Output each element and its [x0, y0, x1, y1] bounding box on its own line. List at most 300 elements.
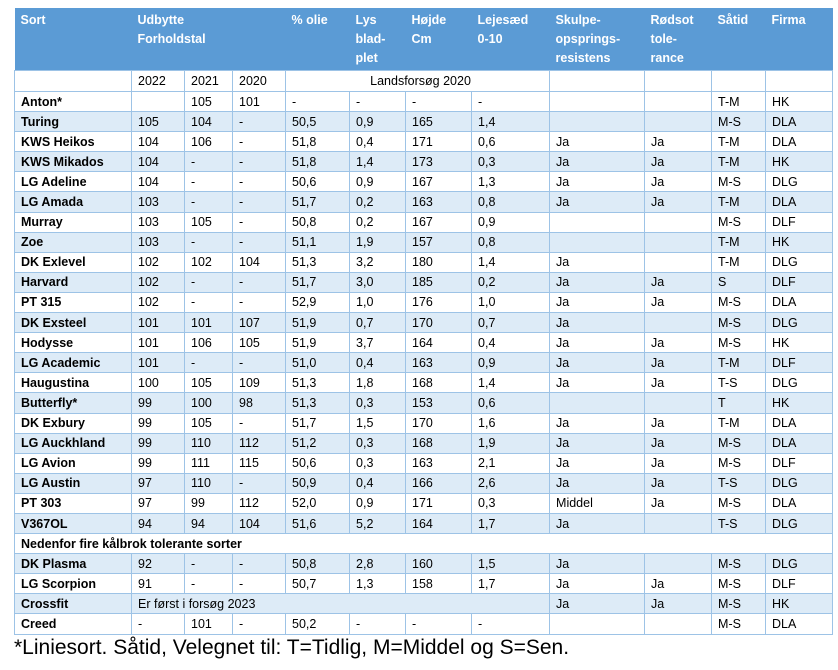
cell-variety-name: DK Exlevel — [15, 252, 132, 272]
col-header-lys-label: Lys blad-plet — [355, 13, 386, 65]
cell-saatid: T-S — [712, 513, 766, 533]
cell-lejesaed: 1,4 — [472, 373, 550, 393]
cell-lejesaed: 1,3 — [472, 172, 550, 192]
cell-variety-name: LG Auckhland — [15, 433, 132, 453]
cell-hojde: 176 — [406, 292, 472, 312]
table-row — [15, 433, 833, 453]
cell-olie: 50,6 — [286, 453, 350, 473]
cell-skulpe: Ja — [550, 333, 645, 353]
cell-lejesaed: 0,7 — [472, 313, 550, 333]
cell-y2021: - — [185, 172, 233, 192]
cell-y2020: - — [233, 112, 286, 132]
cell-lys: 1,3 — [350, 574, 406, 594]
table-row — [15, 92, 833, 112]
cell-y2021: 105 — [185, 92, 233, 112]
cell-olie: - — [286, 92, 350, 112]
cell-lejesaed: 0,2 — [472, 272, 550, 292]
cell-crossfit-note: Er først i forsøg 2023 — [132, 594, 550, 614]
cell-saatid: T — [712, 393, 766, 413]
subheader-empty — [766, 71, 833, 92]
cell-variety-name: LG Academic — [15, 353, 132, 373]
cell-lys: 0,4 — [350, 132, 406, 152]
cell-variety-name: LG Austin — [15, 473, 132, 493]
subheader-empty — [550, 71, 645, 92]
table-row — [15, 272, 833, 292]
col-header-lys — [350, 8, 406, 71]
cell-y2022: 103 — [132, 232, 185, 252]
cell-hojde: 164 — [406, 513, 472, 533]
cell-rodsot: Ja — [645, 132, 712, 152]
cell-olie: 51,0 — [286, 353, 350, 373]
cell-y2021: - — [185, 192, 233, 212]
table-row — [15, 413, 833, 433]
col-header-lejesaed-label: Lejesæd 0-10 — [477, 13, 529, 46]
cell-y2022: 104 — [132, 152, 185, 172]
cell-lys: - — [350, 92, 406, 112]
cell-skulpe: Ja — [550, 132, 645, 152]
cell-y2020: - — [233, 212, 286, 232]
cell-variety-name: Murray — [15, 212, 132, 232]
cell-hojde: 157 — [406, 232, 472, 252]
subheader-landsforsog: Landsforsøg 2020 — [286, 71, 550, 92]
cell-hojde: - — [406, 614, 472, 634]
cell-variety-name: KWS Heikos — [15, 132, 132, 152]
cell-hojde: 171 — [406, 493, 472, 513]
cell-rodsot: Ja — [645, 272, 712, 292]
cell-y2021: 99 — [185, 493, 233, 513]
cell-firma: DLG — [766, 513, 833, 533]
cell-y2020: 101 — [233, 92, 286, 112]
table-row — [15, 172, 833, 192]
cell-y2021: 105 — [185, 212, 233, 232]
cell-y2022: 101 — [132, 333, 185, 353]
header-row — [15, 8, 833, 71]
cell-hojde: 173 — [406, 152, 472, 172]
subheader-2020: 2020 — [233, 71, 286, 92]
cell-lejesaed: 0,6 — [472, 132, 550, 152]
cell-lejesaed: 0,9 — [472, 212, 550, 232]
table-row — [15, 614, 833, 634]
cell-hojde: 170 — [406, 313, 472, 333]
cell-lys: 0,3 — [350, 453, 406, 473]
cell-firma: DLA — [766, 112, 833, 132]
cell-y2020: - — [233, 272, 286, 292]
cell-hojde: 167 — [406, 212, 472, 232]
cell-y2022: 99 — [132, 413, 185, 433]
subheader-empty — [712, 71, 766, 92]
cell-variety-name: Turing — [15, 112, 132, 132]
cell-y2020: - — [233, 132, 286, 152]
table-row — [15, 192, 833, 212]
table-row — [15, 212, 833, 232]
cell-lys: 0,9 — [350, 493, 406, 513]
cell-saatid: M-S — [712, 594, 766, 614]
cell-variety-name: LG Scorpion — [15, 574, 132, 594]
cell-hojde: 185 — [406, 272, 472, 292]
cell-variety-name: PT 315 — [15, 292, 132, 312]
subheader-empty — [645, 71, 712, 92]
table-row — [15, 473, 833, 493]
cell-y2020: - — [233, 353, 286, 373]
cell-olie: 50,7 — [286, 574, 350, 594]
cell-lejesaed: - — [472, 92, 550, 112]
cell-olie: 51,8 — [286, 152, 350, 172]
cell-firma: DLG — [766, 373, 833, 393]
cell-lys: 1,9 — [350, 232, 406, 252]
cell-saatid: M-S — [712, 493, 766, 513]
cell-rodsot: Ja — [645, 192, 712, 212]
cell-y2021: 105 — [185, 373, 233, 393]
cell-skulpe: Ja — [550, 252, 645, 272]
cell-y2021: 100 — [185, 393, 233, 413]
cell-skulpe: Ja — [550, 152, 645, 172]
cell-variety-name: Creed — [15, 614, 132, 634]
cell-firma: DLA — [766, 614, 833, 634]
cell-olie: 51,3 — [286, 252, 350, 272]
cell-rodsot: Ja — [645, 373, 712, 393]
cell-y2021: 111 — [185, 453, 233, 473]
cell-y2020: 109 — [233, 373, 286, 393]
cell-y2022: 105 — [132, 112, 185, 132]
cell-lys: 0,9 — [350, 112, 406, 132]
cell-rodsot — [645, 313, 712, 333]
cell-lejesaed: 1,4 — [472, 112, 550, 132]
cell-y2020: - — [233, 232, 286, 252]
cell-olie: 51,9 — [286, 333, 350, 353]
cell-skulpe: Ja — [550, 172, 645, 192]
cell-firma: DLF — [766, 212, 833, 232]
cell-y2021: 106 — [185, 333, 233, 353]
cell-y2020: - — [233, 192, 286, 212]
cell-lys: 2,8 — [350, 554, 406, 574]
cell-variety-name: PT 303 — [15, 493, 132, 513]
cell-y2020: - — [233, 473, 286, 493]
cell-rodsot — [645, 92, 712, 112]
cell-saatid: M-S — [712, 292, 766, 312]
cell-hojde: 180 — [406, 252, 472, 272]
cell-y2020: 105 — [233, 333, 286, 353]
cell-y2020: 112 — [233, 433, 286, 453]
cell-y2022: 99 — [132, 393, 185, 413]
cell-firma: DLG — [766, 473, 833, 493]
cell-firma: DLA — [766, 413, 833, 433]
cell-rodsot: Ja — [645, 453, 712, 473]
col-header-hojde — [406, 8, 472, 71]
cell-skulpe — [550, 112, 645, 132]
col-header-lejesaed — [472, 8, 550, 71]
cell-skulpe: Ja — [550, 433, 645, 453]
cell-y2022 — [132, 92, 185, 112]
cell-saatid: M-S — [712, 453, 766, 473]
col-header-skulpe — [550, 8, 645, 71]
cell-skulpe: Ja — [550, 292, 645, 312]
cell-variety-name: DK Plasma — [15, 554, 132, 574]
cell-skulpe: Ja — [550, 192, 645, 212]
cell-rodsot: Ja — [645, 433, 712, 453]
cell-lejesaed: 0,8 — [472, 232, 550, 252]
cell-lys: 1,8 — [350, 373, 406, 393]
cell-saatid: M-S — [712, 112, 766, 132]
cell-saatid: M-S — [712, 333, 766, 353]
cell-variety-name: V367OL — [15, 513, 132, 533]
cell-skulpe: Ja — [550, 513, 645, 533]
cell-y2021: 110 — [185, 473, 233, 493]
cell-lys: 1,0 — [350, 292, 406, 312]
cell-y2021: 106 — [185, 132, 233, 152]
cell-rodsot: Ja — [645, 292, 712, 312]
cell-y2021: 110 — [185, 433, 233, 453]
cell-olie: 51,7 — [286, 192, 350, 212]
cell-saatid: T-M — [712, 353, 766, 373]
cell-skulpe — [550, 92, 645, 112]
cell-hojde: 167 — [406, 172, 472, 192]
cell-rodsot — [645, 232, 712, 252]
cell-olie: 51,2 — [286, 433, 350, 453]
cell-lejesaed: 2,1 — [472, 453, 550, 473]
cell-lejesaed: 0,3 — [472, 493, 550, 513]
cell-y2022: 103 — [132, 212, 185, 232]
cell-y2020: - — [233, 172, 286, 192]
cell-rodsot: Ja — [645, 333, 712, 353]
cell-y2020: - — [233, 292, 286, 312]
table-row — [15, 493, 833, 513]
col-header-firma: Firma — [766, 8, 833, 71]
cell-hojde: 166 — [406, 473, 472, 493]
cell-lys: 0,2 — [350, 192, 406, 212]
cell-lys: 3,2 — [350, 252, 406, 272]
cell-firma: DLG — [766, 172, 833, 192]
cell-saatid: T-M — [712, 92, 766, 112]
table-row — [15, 574, 833, 594]
cell-lys: 0,4 — [350, 473, 406, 493]
cell-skulpe — [550, 212, 645, 232]
cell-skulpe: Ja — [550, 373, 645, 393]
cell-saatid: T-M — [712, 252, 766, 272]
cell-skulpe: Ja — [550, 313, 645, 333]
cell-rodsot — [645, 212, 712, 232]
cell-lejesaed: 1,7 — [472, 513, 550, 533]
cell-variety-name: DK Exbury — [15, 413, 132, 433]
cell-skulpe: Ja — [550, 413, 645, 433]
cell-firma: DLF — [766, 272, 833, 292]
cell-olie: 51,1 — [286, 232, 350, 252]
cell-firma: HK — [766, 232, 833, 252]
cell-hojde: 168 — [406, 373, 472, 393]
cell-rodsot: Ja — [645, 172, 712, 192]
cell-firma: HK — [766, 393, 833, 413]
cell-y2021: - — [185, 272, 233, 292]
table-row — [15, 554, 833, 574]
cell-y2022: 91 — [132, 574, 185, 594]
cell-hojde: 165 — [406, 112, 472, 132]
cell-y2020: 98 — [233, 393, 286, 413]
cell-lys: 0,7 — [350, 313, 406, 333]
cell-firma: DLA — [766, 493, 833, 513]
cell-y2022: 102 — [132, 272, 185, 292]
cell-firma: HK — [766, 92, 833, 112]
cell-skulpe: Ja — [550, 353, 645, 373]
table-row — [15, 453, 833, 473]
cell-rodsot — [645, 393, 712, 413]
cell-hojde: 171 — [406, 132, 472, 152]
cell-lys: 0,3 — [350, 433, 406, 453]
cell-olie: 52,0 — [286, 493, 350, 513]
cell-variety-name: LG Avion — [15, 453, 132, 473]
cell-skulpe: Ja — [550, 574, 645, 594]
cell-y2020: - — [233, 574, 286, 594]
cell-y2022: 104 — [132, 132, 185, 152]
col-header-rodsot-label: Rødsot tole-rance — [650, 13, 694, 65]
table-row — [15, 594, 833, 614]
cell-skulpe: Ja — [550, 473, 645, 493]
cell-firma: DLA — [766, 192, 833, 212]
cell-lejesaed: 1,4 — [472, 252, 550, 272]
cell-saatid: M-S — [712, 554, 766, 574]
cell-variety-name: Harvard — [15, 272, 132, 292]
cell-y2021: - — [185, 152, 233, 172]
cell-y2022: 97 — [132, 493, 185, 513]
cell-hojde: 164 — [406, 333, 472, 353]
cell-olie: 50,9 — [286, 473, 350, 493]
table-row — [15, 252, 833, 272]
cell-saatid: T-S — [712, 373, 766, 393]
cell-y2021: - — [185, 292, 233, 312]
table-row — [15, 292, 833, 312]
cell-firma: HK — [766, 333, 833, 353]
cell-saatid: M-S — [712, 614, 766, 634]
cell-variety-name: Zoe — [15, 232, 132, 252]
table-row — [15, 112, 833, 132]
cell-rodsot — [645, 513, 712, 533]
cell-hojde: 170 — [406, 413, 472, 433]
cell-rodsot: Ja — [645, 594, 712, 614]
cell-saatid: M-S — [712, 212, 766, 232]
cell-y2020: - — [233, 413, 286, 433]
cell-saatid: M-S — [712, 313, 766, 333]
section-note: Nedenfor fire kålbrok tolerante sorter — [15, 534, 833, 554]
cell-olie: 51,6 — [286, 513, 350, 533]
cell-hojde: 153 — [406, 393, 472, 413]
cell-firma: DLA — [766, 433, 833, 453]
cell-hojde: 168 — [406, 433, 472, 453]
cell-y2021: - — [185, 574, 233, 594]
cell-lys: - — [350, 614, 406, 634]
cell-y2022: 102 — [132, 292, 185, 312]
subheader-2021: 2021 — [185, 71, 233, 92]
cell-lejesaed: 0,6 — [472, 393, 550, 413]
cell-y2021: 101 — [185, 614, 233, 634]
cell-saatid: T-M — [712, 232, 766, 252]
col-header-udbytte — [132, 8, 286, 71]
cell-y2021: - — [185, 554, 233, 574]
cell-lejesaed: 1,5 — [472, 554, 550, 574]
table-row — [15, 333, 833, 353]
cell-variety-name: Haugustina — [15, 373, 132, 393]
cell-olie: 50,8 — [286, 554, 350, 574]
cell-y2021: - — [185, 353, 233, 373]
cell-rodsot: Ja — [645, 353, 712, 373]
cell-y2021: - — [185, 232, 233, 252]
cell-skulpe: Ja — [550, 453, 645, 473]
cell-firma: HK — [766, 152, 833, 172]
cell-lejesaed: 0,9 — [472, 353, 550, 373]
cell-saatid: M-S — [712, 433, 766, 453]
cell-lejesaed: - — [472, 614, 550, 634]
cell-y2021: 104 — [185, 112, 233, 132]
cell-saatid: S — [712, 272, 766, 292]
cell-lys: 0,2 — [350, 212, 406, 232]
cell-lys: 0,3 — [350, 393, 406, 413]
cell-y2022: 104 — [132, 172, 185, 192]
cell-y2022: 94 — [132, 513, 185, 533]
cell-lys: 0,4 — [350, 353, 406, 373]
cell-firma: DLG — [766, 313, 833, 333]
cell-y2020: 112 — [233, 493, 286, 513]
cell-y2021: 102 — [185, 252, 233, 272]
col-header-hojde-label: Højde Cm — [411, 13, 447, 46]
cell-olie: 50,5 — [286, 112, 350, 132]
cell-skulpe: Ja — [550, 272, 645, 292]
table-row — [15, 152, 833, 172]
subheader-empty — [15, 71, 132, 92]
variety-table — [14, 8, 833, 635]
cell-rodsot: Ja — [645, 413, 712, 433]
cell-lejesaed: 1,0 — [472, 292, 550, 312]
cell-lys: 3,7 — [350, 333, 406, 353]
cell-rodsot — [645, 554, 712, 574]
cell-skulpe — [550, 393, 645, 413]
table-row — [15, 232, 833, 252]
cell-firma: DLF — [766, 574, 833, 594]
col-header-rodsot — [645, 8, 712, 71]
cell-firma: DLG — [766, 252, 833, 272]
cell-hojde: 163 — [406, 353, 472, 373]
cell-saatid: T-M — [712, 413, 766, 433]
cell-rodsot — [645, 112, 712, 132]
cell-skulpe: Middel — [550, 493, 645, 513]
col-header-sort: Sort — [15, 8, 132, 71]
cell-rodsot: Ja — [645, 493, 712, 513]
table-body — [15, 92, 833, 635]
cell-y2020: 104 — [233, 252, 286, 272]
cell-hojde: - — [406, 92, 472, 112]
cell-variety-name: LG Adeline — [15, 172, 132, 192]
table-row — [15, 373, 833, 393]
col-header-olie: % olie — [286, 8, 350, 71]
cell-skulpe: Ja — [550, 594, 645, 614]
cell-hojde: 163 — [406, 453, 472, 473]
cell-lejesaed: 1,7 — [472, 574, 550, 594]
cell-y2022: 97 — [132, 473, 185, 493]
cell-y2021: 101 — [185, 313, 233, 333]
cell-lejesaed: 0,4 — [472, 333, 550, 353]
cell-variety-name: Anton* — [15, 92, 132, 112]
col-header-saatid: Såtid — [712, 8, 766, 71]
cell-lys: 1,4 — [350, 152, 406, 172]
section-note-row — [15, 534, 833, 554]
cell-rodsot: Ja — [645, 152, 712, 172]
table-row — [15, 313, 833, 333]
cell-y2022: 101 — [132, 353, 185, 373]
cell-y2022: 102 — [132, 252, 185, 272]
cell-olie: 51,7 — [286, 413, 350, 433]
cell-y2020: - — [233, 152, 286, 172]
cell-variety-name: Crossfit — [15, 594, 132, 614]
cell-skulpe — [550, 614, 645, 634]
cell-firma: DLG — [766, 554, 833, 574]
cell-saatid: T-M — [712, 152, 766, 172]
table-row — [15, 132, 833, 152]
